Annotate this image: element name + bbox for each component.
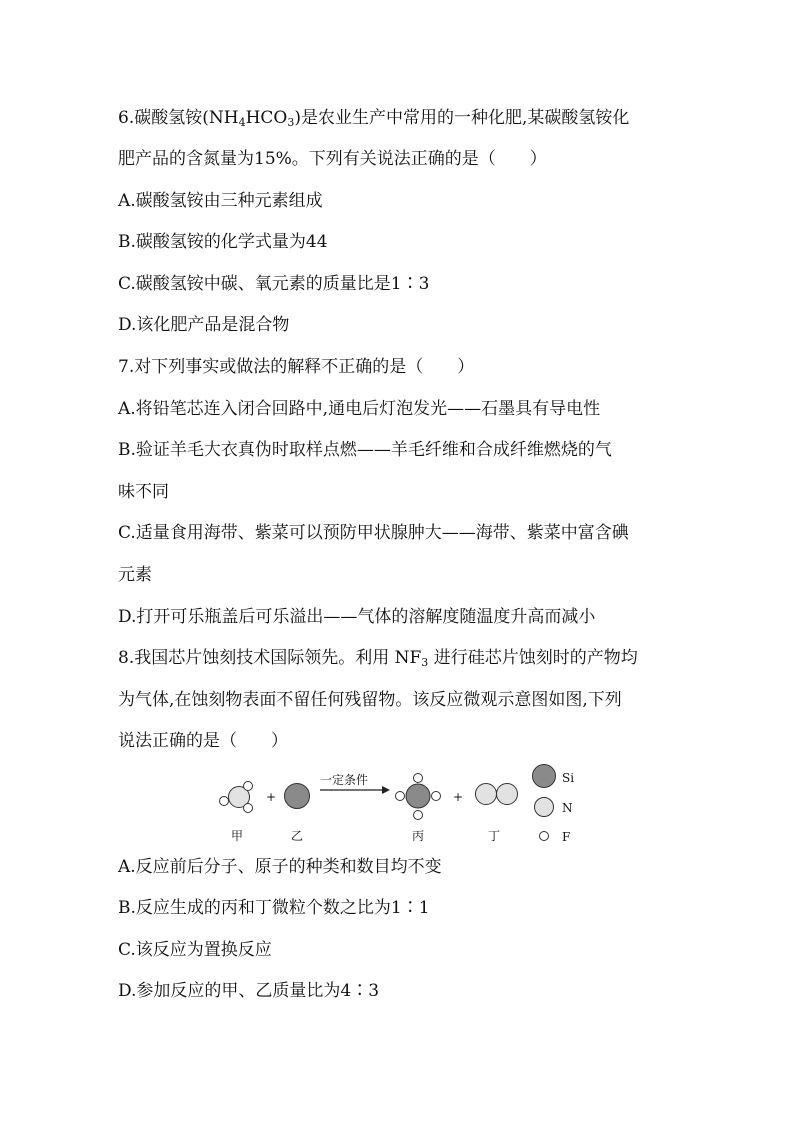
- label-ding: 丁: [488, 829, 501, 843]
- q8-option-d: D.参加反应的甲、乙质量比为4∶3: [118, 981, 380, 1001]
- q6-stem-sub2: 3: [287, 116, 295, 129]
- bing-f-atom: [432, 792, 441, 801]
- molecule-bing: [396, 774, 441, 820]
- label-yi: 乙: [291, 829, 304, 843]
- q8-stem-sub: 3: [421, 656, 429, 669]
- jia-f-atom: [244, 782, 253, 791]
- reaction-diagram: [210, 756, 590, 848]
- ding-n-atom: [497, 784, 518, 805]
- q8-stem-line3: 说法正确的是（ ）: [118, 731, 288, 751]
- q6-stem-line1: [118, 106, 629, 130]
- bing-f-atom: [396, 792, 405, 801]
- q8-option-b: B.反应生成的丙和丁微粒个数之比为1∶1: [118, 898, 430, 918]
- ding-n-atom: [476, 784, 497, 805]
- q8-option-a: A.反应前后分子、原子的种类和数目均不变: [118, 857, 442, 877]
- q6-stem-text-b: HCO: [245, 108, 288, 128]
- molecule-ding: [476, 784, 518, 805]
- legend-n-label: N: [562, 801, 573, 815]
- molecule-jia: [220, 782, 253, 813]
- q6-stem-text-a: 6.碳酸氢铵(NH: [118, 108, 239, 128]
- q8-stem-text-a: 8.我国芯片蚀刻技术国际领先。利用 NF: [118, 648, 422, 668]
- legend-n-atom: [535, 798, 554, 817]
- plus-sign-2: +: [453, 790, 464, 804]
- q7-option-c: C.适量食用海带、紫菜可以预防甲状腺肿大——海带、紫菜中富含碘: [118, 523, 629, 543]
- jia-f-atom: [244, 804, 253, 813]
- q7-option-c-cont: 元素: [118, 565, 152, 585]
- q6-option-b: B.碳酸氢铵的化学式量为44: [118, 232, 328, 252]
- legend-f-atom: [540, 832, 549, 841]
- label-jia: 甲: [231, 829, 244, 843]
- q6-stem-sub1: 4: [238, 116, 246, 129]
- legend-si-atom: [533, 765, 556, 788]
- q6-option-c: C.碳酸氢铵中碳、氧元素的质量比是1∶3: [118, 274, 430, 294]
- reaction-arrow-head: [382, 786, 390, 794]
- q6-option-a: A.碳酸氢铵由三种元素组成: [118, 191, 323, 211]
- q6-stem-line2: 肥产品的含氮量为15%。下列有关说法正确的是（ ）: [118, 149, 547, 169]
- jia-f-atom: [220, 797, 229, 806]
- q8-stem-text-b: 进行硅芯片蚀刻时的产物均: [428, 648, 638, 668]
- reaction-diagram-svg: [210, 756, 590, 848]
- q8-stem-line1: [118, 646, 638, 670]
- q8-stem-line2: 为气体,在蚀刻物表面不留任何残留物。该反应微观示意图如图,下列: [118, 690, 622, 710]
- molecule-yi-si-atom: [285, 784, 310, 809]
- q7-option-a: A.将铅笔芯连入闭合回路中,通电后灯泡发光——石墨具有导电性: [118, 399, 601, 419]
- q6-option-d: D.该化肥产品是混合物: [118, 315, 290, 335]
- plus-sign-1: +: [266, 790, 277, 804]
- arrow-condition-label: 一定条件: [320, 773, 369, 787]
- q7-option-d: D.打开可乐瓶盖后可乐溢出——气体的溶解度随温度升高而减小: [118, 607, 596, 627]
- q7-option-b: B.验证羊毛大衣真伪时取样点燃——羊毛纤维和合成纤维燃烧的气: [118, 440, 612, 460]
- q6-stem-text-c: )是农业生产中常用的一种化肥,某碳酸氢铵化: [294, 108, 630, 128]
- legend-f-label: F: [562, 830, 571, 844]
- q8-option-c: C.该反应为置换反应: [118, 940, 272, 960]
- bing-f-atom: [414, 811, 423, 820]
- label-bing: 丙: [412, 829, 425, 843]
- legend-si-label: Si: [562, 771, 575, 785]
- q7-stem: 7.对下列事实或做法的解释不正确的是（ ）: [118, 357, 475, 377]
- bing-si-atom: [406, 784, 430, 808]
- q7-option-b-cont: 味不同: [118, 482, 169, 502]
- bing-f-atom: [414, 774, 423, 783]
